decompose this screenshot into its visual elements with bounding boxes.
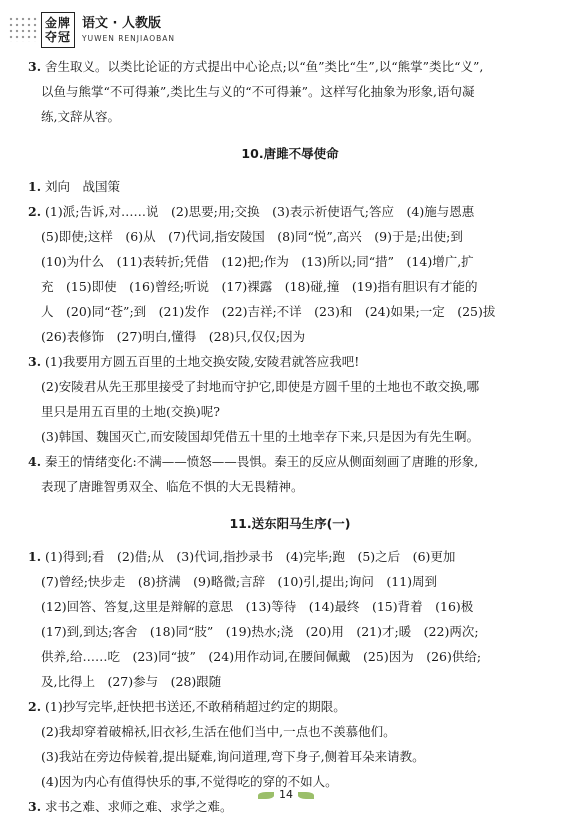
brand-logo: [41, 12, 75, 48]
answer-line: 里只是用五百里的土地(交换)呢?: [41, 404, 220, 419]
answer-line: 充 (15)即使 (16)曾经;听说 (17)裸露 (18)碰,撞 (19)指有胆识有才能的: [41, 279, 478, 294]
page-footer: [0, 788, 572, 801]
page-content: [28, 54, 552, 819]
answer-number: 4.: [28, 454, 42, 469]
answer-number: 1.: [28, 549, 42, 564]
answer-line: 舍生取义。以类比论证的方式提出中心论点;以“鱼”类比“生”,以“熊掌”类比“义”,: [45, 59, 484, 74]
answer-line: (5)即使;这样 (6)从 (7)代词,指安陵国 (8)同“悦”,高兴 (9)于是;出使;到: [41, 229, 463, 244]
answer-line: 求书之难、求师之难、求学之难。: [45, 799, 233, 814]
answer-line: (1)我要用方圆五百里的土地交换安陵,安陵君就答应我吧!: [45, 354, 360, 369]
page-number: 14: [279, 788, 293, 801]
answer-line: 及,比得上 (27)参与 (28)跟随: [41, 674, 222, 689]
section-title: 10.唐雎不辱使命: [241, 146, 339, 161]
answer-line: 秦王的情绪变化:不满——愤怒——畏惧。秦王的反应从侧面刻画了唐雎的形象,: [45, 454, 479, 469]
decorative-dots: [8, 16, 38, 42]
answer-number: 2.: [28, 204, 42, 219]
answer-line: (26)表修饰 (27)明白,懂得 (28)只,仅仅;因为: [41, 329, 306, 344]
answer-line: (4)因为内心有值得快乐的事,不觉得吃的穿的不如人。: [41, 774, 338, 789]
answer-line: (3)韩国、魏国灭亡,而安陵国却凭借五十里的土地幸存下来,只是因为有先生啊。: [41, 429, 480, 444]
s10-answer-2: [28, 199, 552, 349]
answer-number: 3.: [28, 354, 42, 369]
logo-top-text: 金牌: [44, 16, 71, 30]
s11-answer-2: [28, 694, 552, 794]
book-title: 语文 · 人教版: [82, 16, 161, 31]
answer-line: (1)抄写完毕,赶快把书送还,不敢稍稍超过约定的期限。: [45, 699, 346, 714]
s10-answer-1: [28, 174, 552, 199]
leaf-left-icon: [258, 792, 274, 799]
intro-answer: [28, 54, 552, 129]
answer-line: 供养,给……吃 (23)同“披” (24)用作动词,在腰间佩戴 (25)因为 (26)供给;: [41, 649, 482, 664]
answer-line: (17)到,到达;客舍 (18)同“肢” (19)热水;浇 (20)用 (21)才;暖 (22)两次;: [41, 624, 479, 639]
answer-number: 3.: [28, 799, 42, 814]
s10-answer-3: [28, 349, 552, 449]
answer-line: 人 (20)同“苍”;到 (21)发作 (22)吉祥;不详 (23)和 (24)如果;一定 (25)拔: [41, 304, 496, 319]
answer-line: (10)为什么 (11)表转折;凭借 (12)把;作为 (13)所以;同“措” (14)增广,扩: [41, 254, 474, 269]
answer-number: 2.: [28, 699, 42, 714]
answer-line: (2)安陵君从先王那里接受了封地而守护它,即使是方圆千里的土地也不敢交换,哪: [41, 379, 480, 394]
section-title: 11.送东阳马生序(一): [229, 516, 351, 531]
logo-bottom-text: 夺冠: [44, 30, 71, 44]
answer-line: (12)回答、答复,这里是辩解的意思 (13)等待 (14)最终 (15)背着 (16)极: [41, 599, 474, 614]
answer-number: 1.: [28, 179, 42, 194]
answer-number: 3.: [28, 59, 42, 74]
s10-answer-4: [28, 449, 552, 499]
answer-line: (7)曾经;快步走 (8)挤满 (9)略微;言辞 (10)引,提出;询问 (11)周到: [41, 574, 438, 589]
page-header: [0, 0, 572, 50]
answer-line: (3)我站在旁边侍候着,提出疑难,询问道理,弯下身子,侧着耳朵来请教。: [41, 749, 425, 764]
answer-line: (1)得到;看 (2)借;从 (3)代词,指抄录书 (4)完毕;跑 (5)之后 (6)更加: [45, 549, 456, 564]
leaf-right-icon: [298, 792, 314, 799]
answer-line: 刘向 战国策: [45, 179, 121, 194]
answer-line: (1)派;告诉,对……说 (2)思要;用;交换 (3)表示祈使语气;答应 (4)施与恩惠: [45, 204, 475, 219]
answer-line: 以鱼与熊掌“不可得兼”,类比生与义的“不可得兼”。这样写化抽象为形象,语句凝: [41, 84, 475, 99]
s11-answer-1: [28, 544, 552, 694]
answer-line: 练,文辞从容。: [41, 109, 120, 124]
answer-line: (2)我却穿着破棉袄,旧衣衫,生活在他们当中,一点也不羡慕他们。: [41, 724, 396, 739]
answer-line: 表现了唐雎智勇双全、临危不惧的大无畏精神。: [41, 479, 304, 494]
book-subtitle: YUWEN RENJIAOBAN: [82, 34, 175, 43]
